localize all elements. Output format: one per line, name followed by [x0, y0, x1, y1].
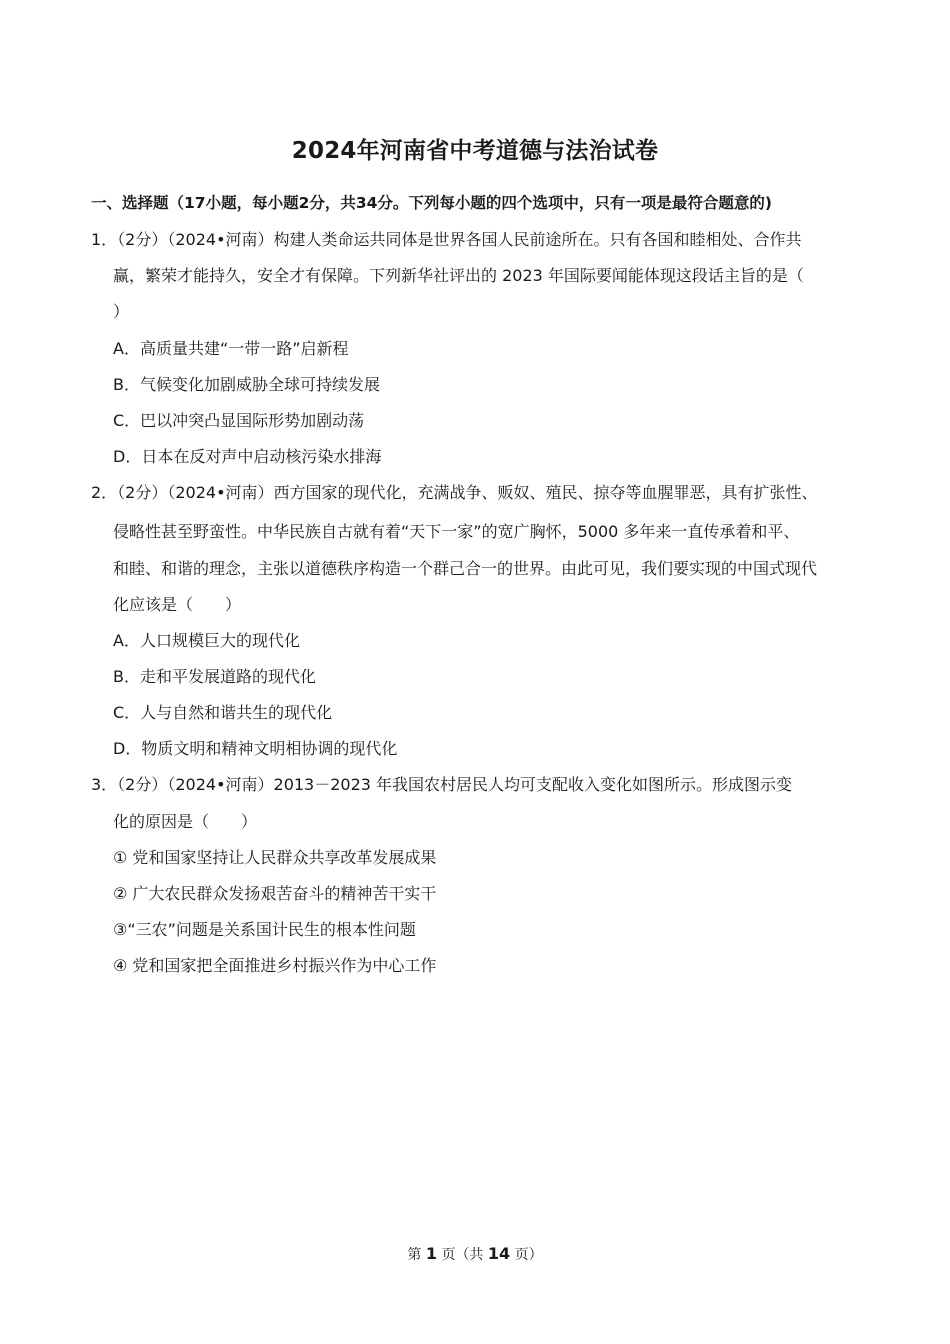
question-line: 2．（2分）（2024•河南）西方国家的现代化，充满战争、贩奴、殖民、掠夺等血腥罪恶，具有扩张性、	[91, 483, 818, 502]
question-line: 赢，繁荣才能持久，安全才有保障。下列新华社评出的 2023 年国际要闻能体现这段话主旨的是（	[113, 266, 804, 285]
question-line: 3．（2分）（2024•河南）2013－2023 年我国农村居民人均可支配收入变化如图所示。形成图示变	[91, 775, 793, 794]
footer-prefix: 第	[407, 1247, 422, 1263]
footer-page-number: 1	[425, 1244, 437, 1263]
footer-total-pages: 14	[487, 1244, 511, 1263]
page-title: 2024年河南省中考道德与法治试卷	[291, 138, 659, 164]
question-line: 化的原因是（ ）	[113, 812, 258, 831]
statement-4: ④ 党和国家把全面推进乡村振兴作为中心工作	[113, 956, 437, 975]
section-heading: 一、选择题（17小题，每小题2分，共34分。下列每小题的四个选项中，只有一项是最符合题意的)	[91, 194, 773, 212]
statement-3: ③“三农”问题是关系国计民生的根本性问题	[113, 920, 416, 939]
footer-suffix: 页）	[514, 1247, 543, 1263]
question-line: ）	[113, 302, 130, 321]
page-footer	[0, 1244, 950, 1264]
statement-2: ② 广大农民群众发扬艰苦奋斗的精神苦干实干	[113, 884, 437, 903]
option-c: C．巴以冲突凸显国际形势加剧动荡	[113, 411, 365, 430]
option-c: C．人与自然和谐共生的现代化	[113, 703, 333, 722]
question-line: 和睦、和谐的理念，主张以道德秩序构造一个群己合一的世界。由此可见，我们要实现的中国式现代	[113, 559, 818, 578]
option-b: B．走和平发展道路的现代化	[113, 667, 316, 686]
option-d: D．物质文明和精神文明相协调的现代化	[113, 739, 398, 758]
footer-middle: 页（共	[441, 1247, 484, 1263]
option-d: D．日本在反对声中启动核污染水排海	[113, 447, 382, 466]
option-a: A．高质量共建“一带一路”启新程	[113, 339, 349, 358]
question-line: 化应该是（ ）	[113, 595, 242, 614]
question-line: 侵略性甚至野蛮性。中华民族自古就有着“天下一家”的宽广胸怀，5000 多年来一直传承着和平、	[113, 522, 800, 541]
question-line: 1．（2分）（2024•河南）构建人类命运共同体是世界各国人民前途所在。只有各国和睦相处、合作共	[91, 230, 802, 249]
statement-1: ① 党和国家坚持让人民群众共享改革发展成果	[113, 848, 437, 867]
option-a: A．人口规模巨大的现代化	[113, 631, 300, 650]
option-b: B．气候变化加剧威胁全球可持续发展	[113, 375, 380, 394]
